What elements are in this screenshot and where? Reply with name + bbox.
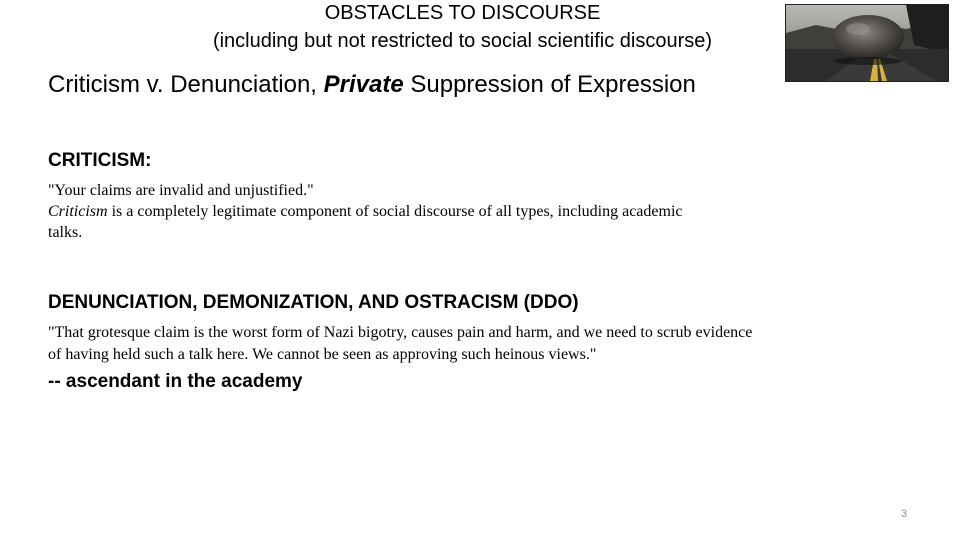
slide-title-emphasis: Private <box>323 71 404 98</box>
header-title: OBSTACLES TO DISCOURSE <box>324 2 601 24</box>
slide-title-suffix: Suppression of Expression <box>403 71 696 98</box>
ddo-quote-line2: of having held such a talk here. We cannot be seen as approving such heinous views." <box>48 346 597 363</box>
criticism-description-text: is a completely legitimate component of social discourse of all types, including academic <box>107 203 683 220</box>
slide-title-prefix: Criticism v. Denunciation, <box>48 71 324 98</box>
slide-number: 3 <box>901 508 908 520</box>
slide-title <box>48 70 696 100</box>
criticism-quote: "Your claims are invalid and unjustified." <box>48 182 314 199</box>
criticism-heading: CRITICISM: <box>48 150 152 171</box>
boulder-on-road-photo <box>785 4 949 82</box>
header-subtitle: (including but not restricted to social scientific discourse) <box>212 30 713 52</box>
ddo-heading: DENUNCIATION, DEMONIZATION, AND OSTRACISM (DDO) <box>48 292 579 313</box>
criticism-description <box>48 201 683 222</box>
ddo-tagline: -- ascendant in the academy <box>48 371 303 392</box>
criticism-description-continued: talks. <box>48 224 83 241</box>
criticism-term: Criticism <box>48 203 108 220</box>
ddo-quote-line1: "That grotesque claim is the worst form of Nazi bigotry, causes pain and harm, and we need to scrub evidence <box>48 324 753 341</box>
